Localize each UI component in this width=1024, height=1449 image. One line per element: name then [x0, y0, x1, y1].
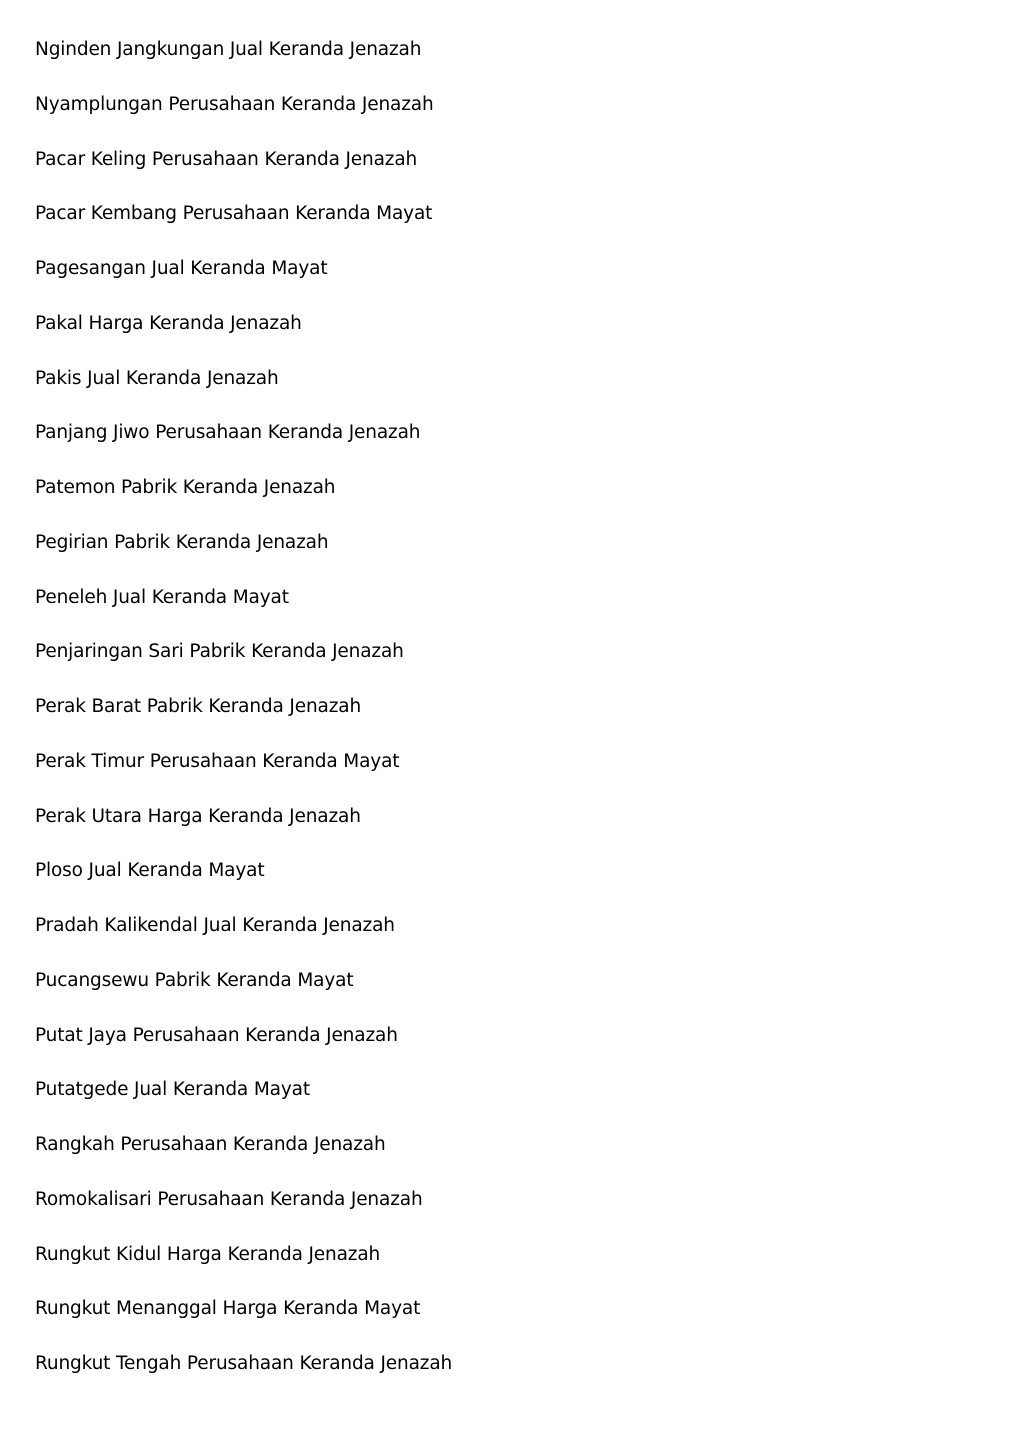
list-item: Perak Utara Harga Keranda Jenazah: [35, 805, 361, 827]
list-item: Rangkah Perusahaan Keranda Jenazah: [35, 1134, 386, 1155]
list-item: Pakis Jual Keranda Jenazah: [35, 367, 279, 389]
list-item: Penjaringan Sari Pabrik Keranda Jenazah: [35, 641, 404, 663]
list-item: Pacar Keling Perusahaan Keranda Jenazah: [35, 148, 418, 170]
list-item: Pradah Kalikendal Jual Keranda Jenazah: [35, 915, 395, 936]
list-item: Nyamplungan Perusahaan Keranda Jenazah: [35, 93, 434, 115]
list-item: Nginden Jangkungan Jual Keranda Jenazah: [35, 39, 422, 60]
list-item: Rungkut Kidul Harga Keranda Jenazah: [35, 1243, 381, 1265]
list-item: Putat Jaya Perusahaan Keranda Jenazah: [35, 1024, 398, 1046]
list-item: Pakal Harga Keranda Jenazah: [35, 312, 302, 334]
list-item: Ploso Jual Keranda Mayat: [35, 860, 265, 882]
list-item: Pacar Kembang Perusahaan Keranda Mayat: [35, 203, 433, 225]
list-item: Putatgede Jual Keranda Mayat: [35, 1079, 310, 1101]
list-item: Rungkut Tengah Perusahaan Keranda Jenazah: [35, 1353, 453, 1374]
list-item: Patemon Pabrik Keranda Jenazah: [35, 477, 336, 498]
list-item: Pegirian Pabrik Keranda Jenazah: [35, 531, 329, 553]
list-item: Rungkut Menanggal Harga Keranda Mayat: [35, 1298, 421, 1320]
list-item: Peneleh Jual Keranda Mayat: [35, 586, 289, 608]
list-item: Perak Timur Perusahaan Keranda Mayat: [35, 750, 400, 772]
list-item: Romokalisari Perusahaan Keranda Jenazah: [35, 1188, 423, 1210]
list-item: Perak Barat Pabrik Keranda Jenazah: [35, 696, 362, 717]
location-list: [35, 36, 452, 1405]
list-item: Panjang Jiwo Perusahaan Keranda Jenazah: [35, 422, 421, 444]
list-item: Pagesangan Jual Keranda Mayat: [35, 258, 328, 279]
list-item: Pucangsewu Pabrik Keranda Mayat: [35, 969, 354, 991]
